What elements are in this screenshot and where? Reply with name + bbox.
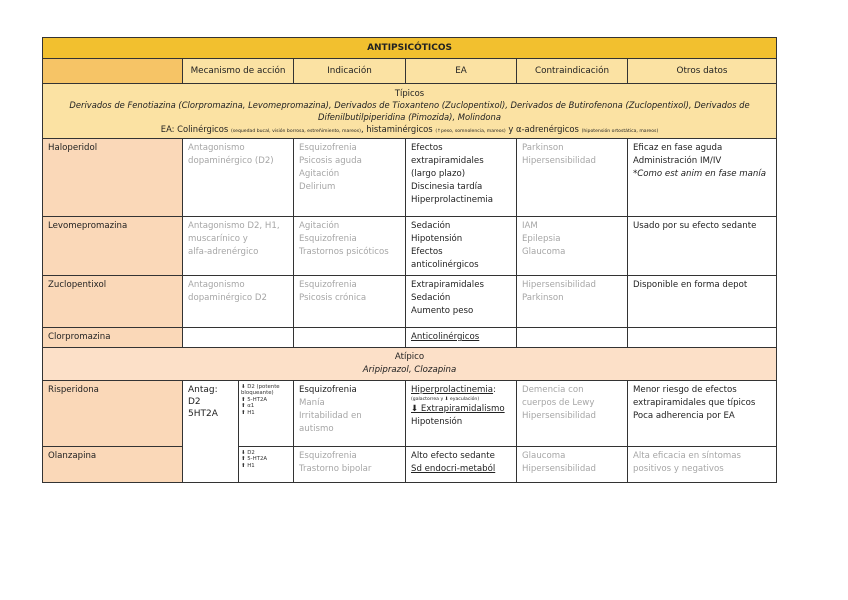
text-line: Esquizofrenia (299, 143, 357, 153)
text-line: : (493, 385, 496, 395)
text-line: Hipotensión (411, 417, 463, 427)
drug-levomepromazina: Levomepromazina (43, 217, 183, 276)
ea-cell (406, 328, 517, 348)
text-line: Efectos (411, 143, 443, 153)
table-row (43, 328, 777, 348)
text-line: Menor riesgo de efectos (633, 385, 737, 395)
ea-cell (406, 381, 517, 447)
text-line: ⬆ α1 (241, 403, 255, 410)
indicacion-cell (294, 381, 406, 447)
ea-adrenergicos: y α-adrenérgicos (508, 124, 579, 134)
text-line: Administración IM/IV (633, 156, 722, 166)
text-line: ⬆ 5-HT2A (241, 396, 268, 403)
text-line: dopaminérgico (D2) (188, 156, 274, 166)
text-line: extrapiramidales (411, 156, 484, 166)
table-row (43, 447, 777, 483)
text-line: Hiperprolactinemia (411, 195, 494, 205)
text-line: muscarínico y (188, 234, 248, 244)
text-line: Esquizofrenia (299, 385, 357, 395)
text-line: autismo (299, 424, 334, 434)
atipico-heading: Atípico (394, 352, 425, 362)
text-line: Parkinson (522, 293, 564, 303)
otros-cell (628, 139, 777, 217)
text-line: Glaucoma (522, 451, 566, 461)
text-line: Agitación (299, 221, 340, 231)
mecanismo-cell (183, 139, 294, 217)
text-line: Irritabilidad en (299, 411, 362, 421)
drug-risperidona: Risperidona (43, 381, 183, 447)
table-row (43, 139, 777, 217)
text-line: Aumento peso (411, 306, 474, 316)
text-line: Glaucoma (522, 247, 566, 257)
ea-cell (406, 139, 517, 217)
text-line: Hiperprolactinemia (411, 385, 494, 395)
text-line: ⬇ Extrapiramidalismo (411, 404, 505, 414)
text-line: Disponible en forma depot (633, 280, 748, 290)
text-line: Hipersensibilidad (522, 464, 596, 474)
contra-cell (517, 328, 628, 348)
text-line: ⬇ D2 (potente (241, 384, 280, 390)
ea-cell (406, 217, 517, 276)
indicacion-cell (294, 217, 406, 276)
header-ea: EA (406, 59, 517, 84)
text-line: Extrapiramidales (411, 280, 484, 290)
text-line: bloqueante) (241, 390, 274, 397)
text-line: Parkinson (522, 143, 564, 153)
text-line: Delirium (299, 182, 336, 192)
table-title: ANTIPSICÓTICOS (43, 38, 777, 59)
text-line: Demencia con (522, 385, 584, 395)
text-line: Poca adherencia por EA (633, 411, 735, 421)
ea-histaminergicos-detail: (↑peso, somnolencia, mareos) (435, 129, 506, 134)
text-line: Esquizofrenia (299, 280, 357, 290)
drug-zuclopentixol: Zuclopentixol (43, 276, 183, 328)
text-line: Psicosis aguda (299, 156, 362, 166)
text-line: Esquizofrenia (299, 451, 357, 461)
dosis-cell (239, 381, 294, 447)
text-line: Sedación (411, 221, 451, 231)
text-line: ⬆ 5-HT2A (241, 456, 268, 463)
text-line: Efectos (411, 247, 443, 257)
header-mecanismo: Mecanismo de acción (183, 59, 294, 84)
text-line: cuerpos de Lewy (522, 398, 595, 408)
text-line: (galactorrea y ⬇ eyaculación) (411, 397, 480, 402)
otros-cell (628, 447, 777, 483)
indicacion-cell (294, 328, 406, 348)
text-line: D2 (188, 397, 201, 407)
text-line: Agitación (299, 169, 340, 179)
contra-cell (517, 139, 628, 217)
tipicos-derivados: Derivados de Fenotiazina (Clorpromazina, Levomepromazina), Derivados de Tioxanteno (Zuclopentixol), Derivados de Butirofenona (Zuclopentixol), Derivados de Difenilbutilpiperidina (Pimozida), Molindona (69, 100, 750, 122)
ea-adrenergicos-detail: (hipotensión ortostática, mareos) (581, 129, 659, 134)
text-line: Discinesia tardía (411, 182, 483, 192)
otros-cell (628, 328, 777, 348)
text-line: positivos y negativos (633, 464, 724, 474)
text-line: *Como est anim en fase manía (633, 169, 766, 179)
text-line: extrapiramidales que típicos (633, 398, 756, 408)
text-line: Usado por su efecto sedante (633, 221, 757, 231)
text-line: alfa-adrenérgico (188, 247, 259, 257)
text-line: anticolinérgicos (411, 260, 479, 270)
mecanismo-cell (183, 381, 239, 483)
ea-colinergicos: EA: Colinérgicos (160, 124, 229, 134)
text-line: Antag: (188, 385, 218, 395)
text-line: IAM (522, 221, 538, 231)
header-otros: Otros datos (628, 59, 777, 84)
ea-comma: , (360, 124, 364, 134)
header-blank (43, 59, 183, 84)
otros-cell (628, 381, 777, 447)
mecanismo-cell (183, 276, 294, 328)
text-line: Trastornos psicóticos (299, 247, 389, 257)
text-line: dopaminérgico D2 (188, 293, 267, 303)
text-line: Antagonismo D2, H1, (188, 221, 280, 231)
drug-olanzapina: Olanzapina (43, 447, 183, 483)
otros-cell (628, 276, 777, 328)
text-line: Eficaz en fase aguda (633, 143, 723, 153)
text-line: (largo plazo) (411, 169, 466, 179)
antipsicoticos-table (42, 37, 777, 483)
tipicos-heading: Típicos (394, 88, 425, 98)
text-line: Esquizofrenia (299, 234, 357, 244)
tipicos-ea-line (48, 123, 771, 135)
text-line: Hipersensibilidad (522, 156, 596, 166)
header-row (43, 59, 777, 84)
drug-clorpromazina: Clorpromazina (43, 328, 183, 348)
text-line: Hipersensibilidad (522, 411, 596, 421)
text-line: Sd endocri-metaból (411, 464, 496, 474)
mecanismo-cell (183, 217, 294, 276)
text-line: Antagonismo (188, 143, 245, 153)
text-line: ⬆ H1 (241, 409, 255, 416)
indicacion-cell (294, 139, 406, 217)
text-line: Manía (299, 398, 325, 408)
text-line: 5HT2A (188, 409, 218, 419)
dosis-cell (239, 447, 294, 483)
header-contraindicacion: Contraindicación (517, 59, 628, 84)
mecanismo-cell (183, 328, 294, 348)
text-line: Psicosis crónica (299, 293, 367, 303)
text-line: ⬇ D2 (241, 450, 255, 456)
text-line: Hipotensión (411, 234, 463, 244)
text-line: Sedación (411, 293, 451, 303)
contra-cell (517, 381, 628, 447)
atipico-section (43, 348, 777, 381)
indicacion-cell (294, 276, 406, 328)
table-row (43, 381, 777, 447)
drug-haloperidol: Haloperidol (43, 139, 183, 217)
contra-cell (517, 447, 628, 483)
text-line: Alta eficacia en síntomas (633, 451, 741, 461)
text-line: Alto efecto sedante (411, 451, 495, 461)
antipsicoticos-sheet (42, 37, 776, 483)
ea-colinergicos-detail: (sequedad bucal, visión borrosa, estreñimiento, mareos) (230, 129, 361, 134)
text-line: Epilepsia (522, 234, 561, 244)
atipico-list: Aripiprazol, Clozapina (362, 365, 457, 375)
tipicos-section (43, 84, 777, 139)
ea-cell (406, 447, 517, 483)
text-line: Antagonismo (188, 280, 245, 290)
ea-histaminergicos: histaminérgicos (366, 124, 433, 134)
table-row (43, 217, 777, 276)
text-line: Trastorno bipolar (299, 464, 372, 474)
text-line: Anticolinérgicos (411, 332, 480, 342)
indicacion-cell (294, 447, 406, 483)
text-line: ⬆ H1 (241, 462, 255, 469)
otros-cell (628, 217, 777, 276)
contra-cell (517, 276, 628, 328)
ea-cell (406, 276, 517, 328)
text-line: Hipersensibilidad (522, 280, 596, 290)
table-row (43, 276, 777, 328)
header-indicacion: Indicación (294, 59, 406, 84)
contra-cell (517, 217, 628, 276)
